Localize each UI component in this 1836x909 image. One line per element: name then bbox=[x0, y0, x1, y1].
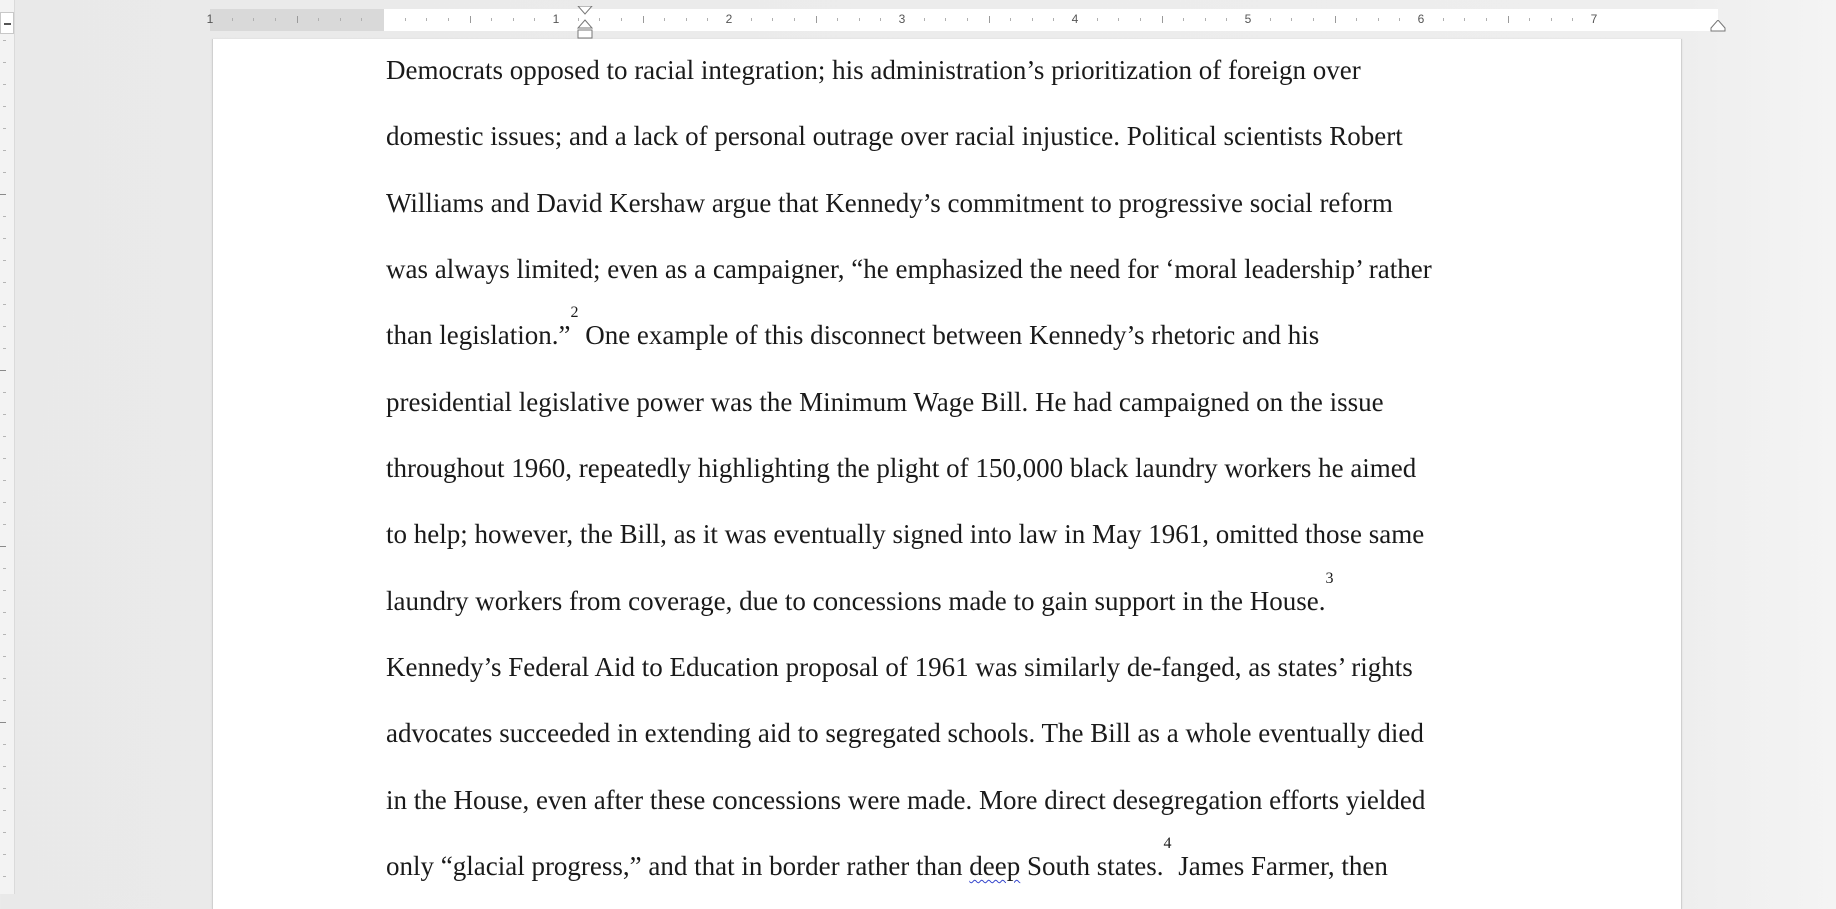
ruler-tick bbox=[3, 304, 6, 305]
ruler-tick bbox=[470, 16, 471, 23]
text-line: was always limited; even as a campaigner, “he emphasized the need for ‘moral leadership’ rather bbox=[386, 254, 1432, 284]
horizontal-ruler[interactable] bbox=[206, 9, 1682, 31]
ruler-tick bbox=[340, 18, 341, 21]
ruler-tick bbox=[3, 106, 6, 107]
ruler-tick bbox=[1335, 16, 1336, 23]
ruler-tick bbox=[1183, 18, 1184, 21]
ruler-tick bbox=[924, 18, 925, 21]
ruler-tick bbox=[1162, 16, 1163, 23]
ruler-tick bbox=[253, 18, 254, 21]
footnote-ref[interactable]: 2 bbox=[570, 304, 579, 321]
ruler-tick bbox=[664, 18, 665, 21]
ruler-tick bbox=[297, 16, 298, 23]
ruler-tick bbox=[1443, 18, 1444, 21]
ruler-tick bbox=[989, 16, 990, 23]
ruler-tick bbox=[707, 18, 708, 21]
ruler-tick bbox=[3, 62, 6, 63]
ruler-tick bbox=[3, 524, 6, 525]
ruler-tick bbox=[405, 18, 406, 21]
ruler-tick bbox=[3, 766, 6, 767]
ruler-number: 6 bbox=[1417, 12, 1425, 26]
ruler-tick bbox=[880, 18, 881, 21]
indent-marker-icon[interactable] bbox=[577, 6, 593, 40]
text-line: to help; however, the Bill, as it was eventually signed into law in May 1961, omitted those same bbox=[386, 519, 1425, 549]
ruler-number: 1 bbox=[206, 12, 214, 26]
ruler-tick bbox=[1140, 18, 1141, 21]
ruler-tick bbox=[3, 480, 6, 481]
ruler-tick bbox=[1226, 18, 1227, 21]
ruler-tick bbox=[3, 678, 6, 679]
ruler-tick bbox=[513, 18, 514, 21]
ruler-tick bbox=[534, 18, 535, 21]
text-line: Williams and David Kershaw argue that Kennedy’s commitment to progressive social reform bbox=[386, 188, 1393, 218]
ruler-tick bbox=[1313, 18, 1314, 21]
ruler-tick bbox=[1486, 18, 1487, 21]
ruler-tick bbox=[3, 84, 6, 85]
ruler-tick bbox=[3, 744, 6, 745]
ruler-tick bbox=[1270, 18, 1271, 21]
ruler-tick bbox=[0, 722, 6, 723]
ruler-tick bbox=[1356, 18, 1357, 21]
ruler-tick bbox=[275, 18, 276, 21]
ruler-number: 3 bbox=[898, 12, 906, 26]
ruler-tick bbox=[1205, 18, 1206, 21]
ruler-tick bbox=[318, 18, 319, 21]
ruler-tick bbox=[686, 18, 687, 21]
ruler-tick bbox=[3, 568, 6, 569]
text-line: Democrats opposed to racial integration; his administration’s prioritization of foreign over bbox=[386, 55, 1361, 85]
ruler-tick bbox=[945, 18, 946, 21]
ruler-tick bbox=[3, 392, 6, 393]
ruler-tick bbox=[3, 150, 6, 151]
ruler-number: 7 bbox=[1590, 12, 1598, 26]
ruler-tick bbox=[1399, 18, 1400, 21]
ruler-tick bbox=[3, 128, 6, 129]
text-line: domestic issues; and a lack of personal outrage over racial injustice. Political scientists Robert bbox=[386, 121, 1403, 151]
ruler-tick bbox=[1118, 18, 1119, 21]
ruler-tick bbox=[3, 832, 6, 833]
ruler-tick bbox=[3, 788, 6, 789]
ruler-tick bbox=[3, 282, 6, 283]
ruler-tick bbox=[3, 458, 6, 459]
ruler-tick bbox=[3, 348, 6, 349]
text-line: than legislation.”$^2$ One example of this disconnect between Kennedy’s rhetoric and his bbox=[386, 304, 1320, 350]
ruler-tick bbox=[3, 634, 6, 635]
ruler-tick bbox=[1053, 18, 1054, 21]
ruler-tick bbox=[816, 16, 817, 23]
ruler-tick bbox=[3, 612, 6, 613]
ruler-tick bbox=[1529, 18, 1530, 21]
ruler-tick bbox=[1551, 18, 1552, 21]
ruler-tick bbox=[3, 172, 6, 173]
ruler-tick bbox=[3, 700, 6, 701]
ruler-tick bbox=[3, 656, 6, 657]
ruler-tick bbox=[643, 16, 644, 23]
ruler-tick bbox=[837, 18, 838, 21]
ruler-tick bbox=[3, 854, 6, 855]
ruler-tick bbox=[426, 18, 427, 21]
text-line: throughout 1960, repeatedly highlighting the plight of 150,000 black laundry workers he aimed bbox=[386, 453, 1417, 483]
ruler-tick bbox=[3, 876, 6, 877]
text-line: advocates succeeded in extending aid to segregated schools. The Bill as a whole eventually died bbox=[386, 718, 1424, 748]
ruler-tick bbox=[448, 18, 449, 21]
text-line: laundry workers from coverage, due to concessions made to gain support in the House.$^3$ bbox=[386, 570, 1334, 616]
ruler-tick bbox=[859, 18, 860, 21]
ruler-tick bbox=[967, 18, 968, 21]
ruler-tick bbox=[621, 18, 622, 21]
ruler-tick bbox=[1291, 18, 1292, 21]
ruler-tick bbox=[1032, 18, 1033, 21]
text-line: presidential legislative power was the Minimum Wage Bill. He had campaigned on the issue bbox=[386, 387, 1384, 417]
footnote-ref[interactable]: 4 bbox=[1163, 835, 1172, 852]
ruler-tick bbox=[3, 810, 6, 811]
ruler-tick bbox=[1097, 18, 1098, 21]
ruler-tick bbox=[1378, 18, 1379, 21]
ruler-tick bbox=[0, 194, 6, 195]
ruler-tick bbox=[1508, 16, 1509, 23]
ruler-tick bbox=[599, 18, 600, 21]
ruler-tick bbox=[0, 546, 6, 547]
ruler-tick bbox=[3, 590, 6, 591]
document-page[interactable] bbox=[212, 39, 1682, 909]
ruler-tick bbox=[3, 326, 6, 327]
tab-selector-button[interactable] bbox=[0, 12, 14, 34]
ruler-tick bbox=[1572, 18, 1573, 21]
text-line: Kennedy’s Federal Aid to Education proposal of 1961 was similarly de-fanged, as states’ rights bbox=[386, 652, 1413, 682]
ruler-tick bbox=[1464, 18, 1465, 21]
ruler-tick bbox=[491, 18, 492, 21]
ruler-number: 2 bbox=[725, 12, 733, 26]
ruler-tick bbox=[0, 370, 6, 371]
ruler-tick bbox=[3, 260, 6, 261]
ruler-number: 5 bbox=[1244, 12, 1252, 26]
ruler-tick bbox=[3, 414, 6, 415]
ruler-tick bbox=[361, 18, 362, 21]
ruler-tick bbox=[3, 238, 6, 239]
ruler-tick bbox=[772, 18, 773, 21]
ruler-tick bbox=[3, 502, 6, 503]
text-line: in the House, even after these concessions were made. More direct desegregation efforts yielded bbox=[386, 785, 1426, 815]
vertical-ruler bbox=[0, 0, 15, 894]
ruler-tick bbox=[3, 40, 6, 41]
ruler-tick bbox=[3, 436, 6, 437]
text-line: only “glacial progress,” and that in border rather than deep South states.$^4$ James Farmer, then bbox=[386, 835, 1388, 881]
spelling-flag-word[interactable]: deep bbox=[969, 851, 1021, 881]
ruler-number: 4 bbox=[1071, 12, 1079, 26]
ruler-tick bbox=[1010, 18, 1011, 21]
ruler-tick bbox=[794, 18, 795, 21]
ruler-tick bbox=[751, 18, 752, 21]
right-indent-marker-icon[interactable] bbox=[1710, 20, 1726, 32]
ruler-tick bbox=[3, 216, 6, 217]
ruler-tick bbox=[232, 18, 233, 21]
ruler-number: 1 bbox=[552, 12, 560, 26]
footnote-ref[interactable]: 3 bbox=[1325, 570, 1334, 587]
